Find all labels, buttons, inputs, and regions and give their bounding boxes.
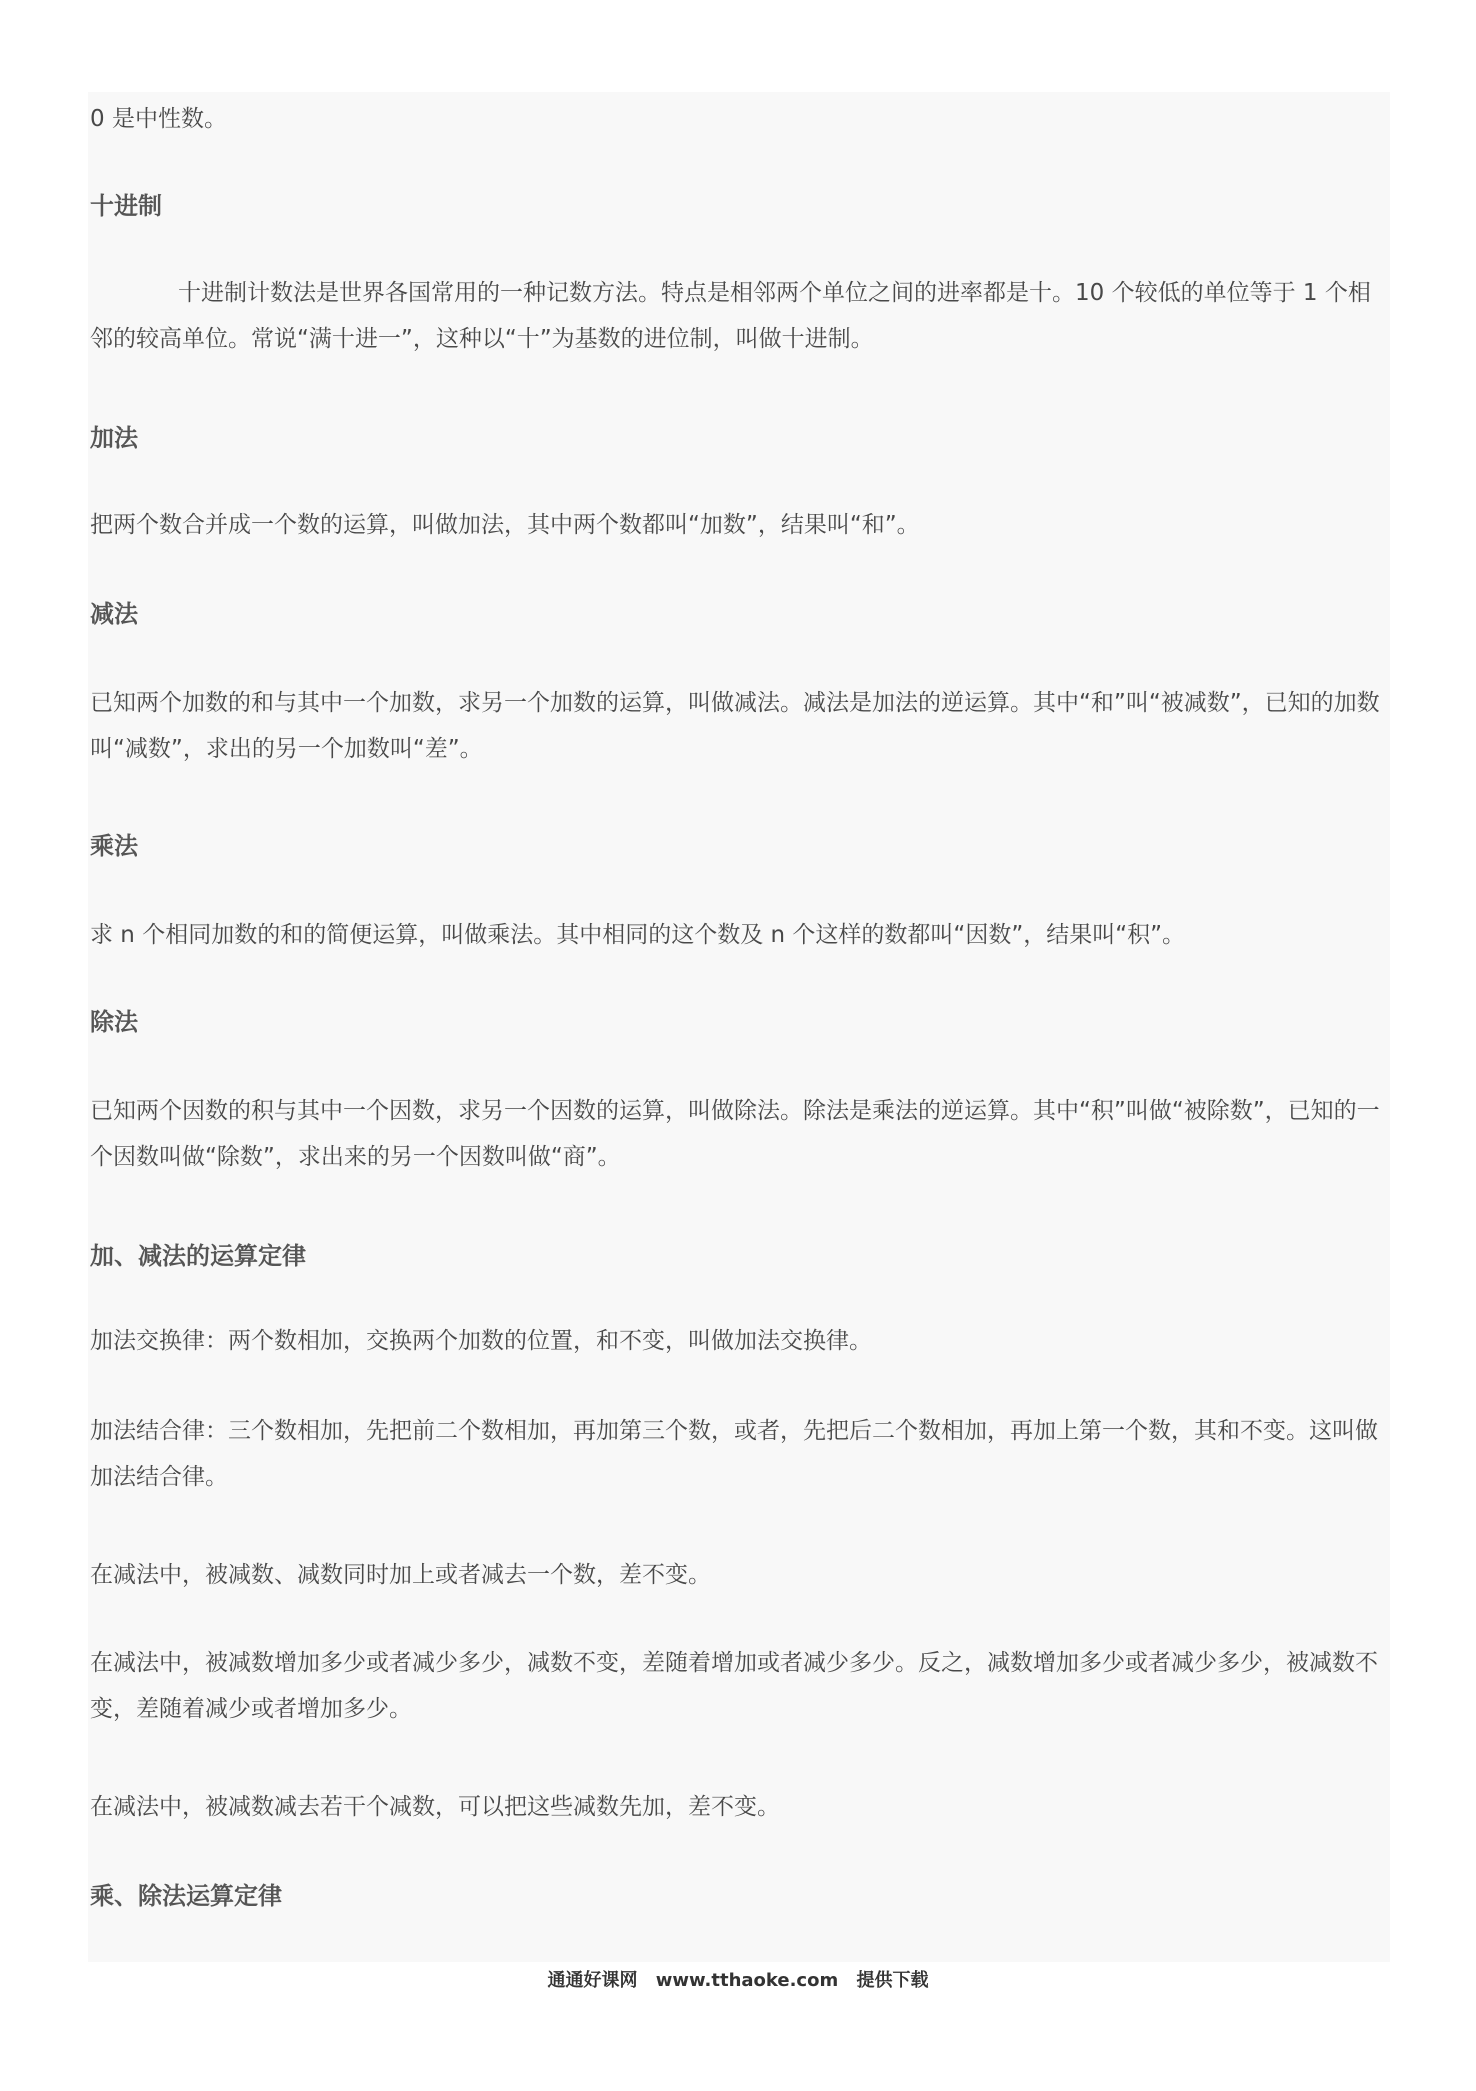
paragraph-subtraction: 已知两个加数的和与其中一个加数，求另一个加数的运算，叫做减法。减法是加法的逆运算。其中“和”叫“被减数”，已知的加数叫“减数”，求出的另一个加数叫“差”。 — [90, 690, 1380, 762]
footer-url[interactable]: www.tthaoke.com — [655, 1970, 839, 1991]
heading-mul-div-laws: 乘、除法运算定律 — [90, 1882, 282, 1910]
paragraph-division: 已知两个因数的积与其中一个因数，求另一个因数的运算，叫做除法。除法是乘法的逆运算。其中“积”叫做“被除数”，已知的一个因数叫做“除数”，求出来的另一个因数叫做“商”。 — [90, 1098, 1380, 1170]
heading-add-sub-laws: 加、减法的运算定律 — [90, 1242, 306, 1270]
paragraph-multiplication: 求 n 个相同加数的和的简便运算，叫做乘法。其中相同的这个数及 n 个这样的数都叫“因数”，结果叫“积”。 — [90, 922, 1186, 948]
paragraph-decimal: 十进制计数法是世界各国常用的一种记数方法。特点是相邻两个单位之间的进率都是十。10 个较低的单位等于 1 个相邻的较高单位。常说“满十进一”，这种以“十”为基数的进位制，叫做十进制。 — [90, 280, 1371, 352]
footer-site-name: 通通好课网 — [547, 1970, 638, 1991]
paragraph-subtraction-rule-2: 在减法中，被减数增加多少或者减少多少，减数不变，差随着增加或者减少多少。反之，减数增加多少或者减少多少，被减数不变，差随着减少或者增加多少。 — [90, 1650, 1378, 1722]
paragraph-addition: 把两个数合并成一个数的运算，叫做加法，其中两个数都叫“加数”，结果叫“和”。 — [90, 512, 920, 538]
paragraph-subtraction-rule-3: 在减法中，被减数减去若干个减数，可以把这些减数先加，差不变。 — [90, 1794, 780, 1820]
paragraph-subtraction-rule-1: 在减法中，被减数、减数同时加上或者减去一个数，差不变。 — [90, 1562, 711, 1588]
paragraph-commutative: 加法交换律：两个数相加，交换两个加数的位置，和不变，叫做加法交换律。 — [90, 1328, 872, 1354]
heading-multiplication: 乘法 — [90, 832, 138, 860]
heading-addition: 加法 — [90, 424, 138, 452]
heading-decimal: 十进制 — [90, 192, 162, 220]
heading-division: 除法 — [90, 1008, 138, 1036]
footer-suffix: 提供下载 — [856, 1970, 929, 1991]
paragraph-associative: 加法结合律：三个数相加，先把前二个数相加，再加第三个数，或者，先把后二个数相加，再加上第一个数，其和不变。这叫做加法结合律。 — [90, 1418, 1378, 1490]
paragraph-zero: 0 是中性数。 — [90, 106, 227, 132]
heading-subtraction: 减法 — [90, 600, 138, 628]
page-footer — [0, 1966, 1476, 1992]
